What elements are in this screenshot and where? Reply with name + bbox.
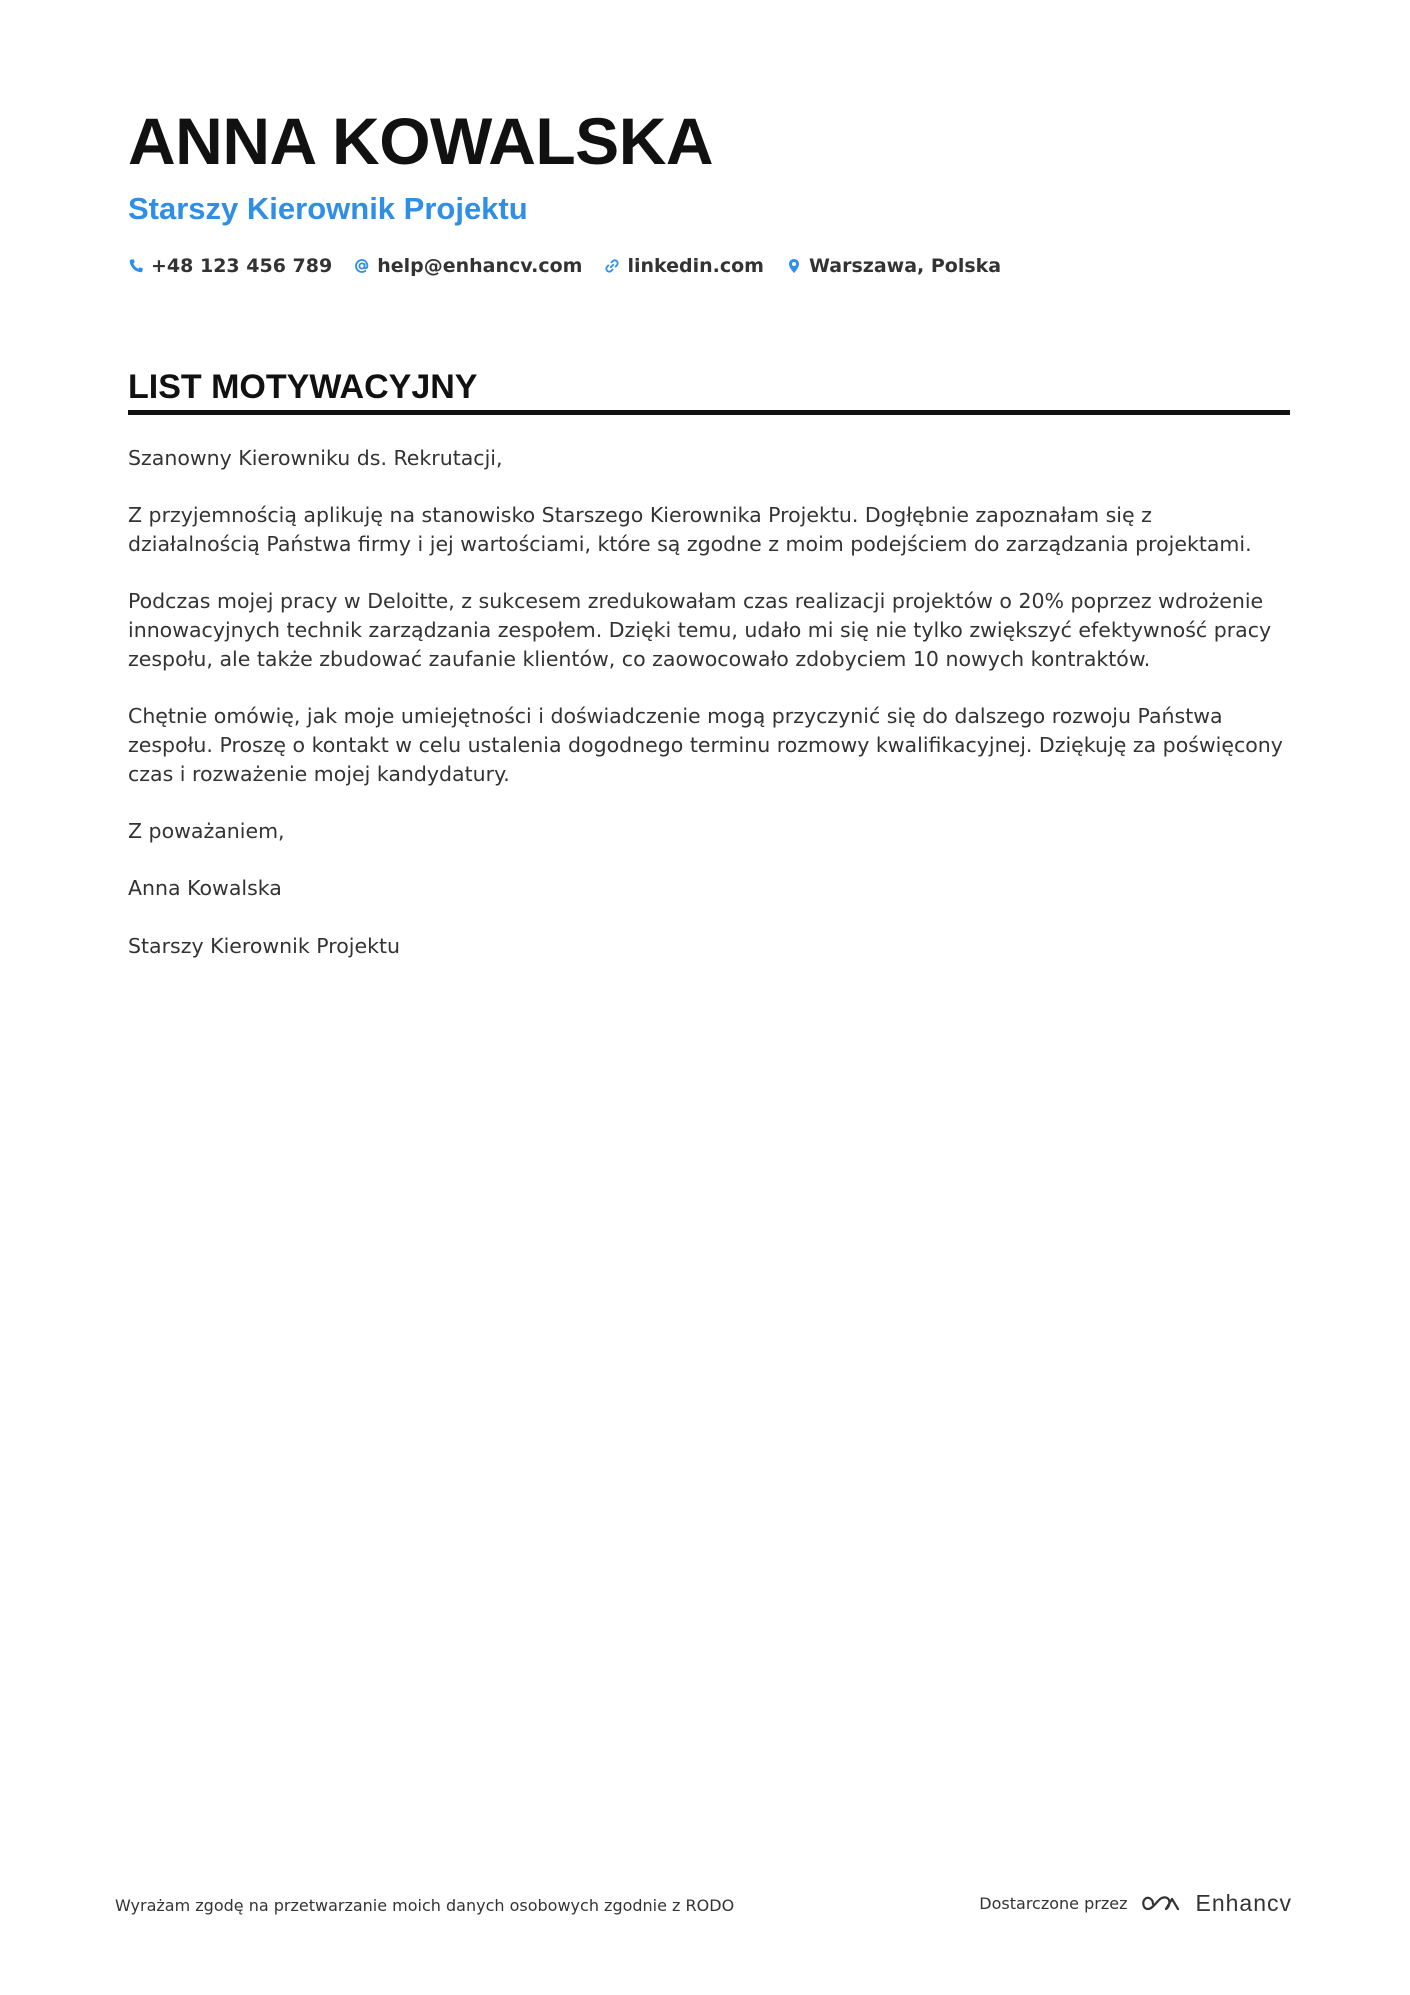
contact-linkedin[interactable] [604,255,764,277]
enhancv-brand: Enhancv [1195,1890,1292,1916]
contact-phone[interactable] [128,255,332,277]
letter-body [128,444,1290,989]
section-title: LIST MOTYWACYJNY [128,368,478,406]
contact-email[interactable] [354,255,582,277]
gdpr-consent: Wyrażam zgodę na przetwarzanie moich danych osobowych zgodnie z RODO [115,1896,735,1915]
contact-email-text: help@enhancv.com [377,255,583,277]
enhancv-logo-icon [1139,1891,1185,1917]
contact-phone-text: +48 123 456 789 [151,255,333,277]
provided-by[interactable] [979,1890,1292,1917]
link-icon [604,258,620,274]
candidate-title: Starszy Kierownik Projektu [128,191,528,226]
contact-bar [128,255,1023,277]
provided-by-label: Dostarczone przez [979,1894,1128,1913]
location-pin-icon [786,258,802,274]
section-divider [128,410,1290,415]
contact-location-text: Warszawa, Polska [808,255,1002,277]
signature-name: Anna Kowalska [128,876,282,901]
letter-closing: Z poważaniem, [128,819,285,844]
letter-paragraph: Z przyjemnością aplikuję na stanowisko Starszego Kierownika Projektu. Dogłębnie zapoznałam się z działalnością Państwa firmy i jej wartościami, które są zgodne z moim podejściem do zarządzania projektami. [128,503,1252,557]
contact-location [786,255,1001,277]
letter-paragraph: Chętnie omówię, jak moje umiejętności i doświadczenie mogą przyczynić się do dalszego rozwoju Państwa zespołu. Proszę o kontakt w celu ustalenia dogodnego terminu rozmowy kwalifikacyjnej. Dziękuję za poświęcony czas i rozważenie mojej kandydatury. [128,704,1283,786]
letter-paragraph: Podczas mojej pracy w Deloitte, z sukcesem zredukowałam czas realizacji projektów o 20% poprzez wdrożenie innowacyjnych technik zarządzania zespołem. Dzięki temu, udało mi się nie tylko zwiększyć efektywność pracy zespołu, ale także zbudować zaufanie klientów, co zaowocowało zdobyciem 10 nowych kontraktów. [128,589,1272,671]
contact-linkedin-text: linkedin.com [627,255,764,277]
letter-salutation: Szanowny Kierowniku ds. Rekrutacji, [128,446,503,470]
signature-title: Starszy Kierownik Projektu [128,933,400,958]
phone-icon [128,258,144,274]
at-icon [354,258,370,274]
candidate-name: ANNA KOWALSKA [128,104,714,178]
